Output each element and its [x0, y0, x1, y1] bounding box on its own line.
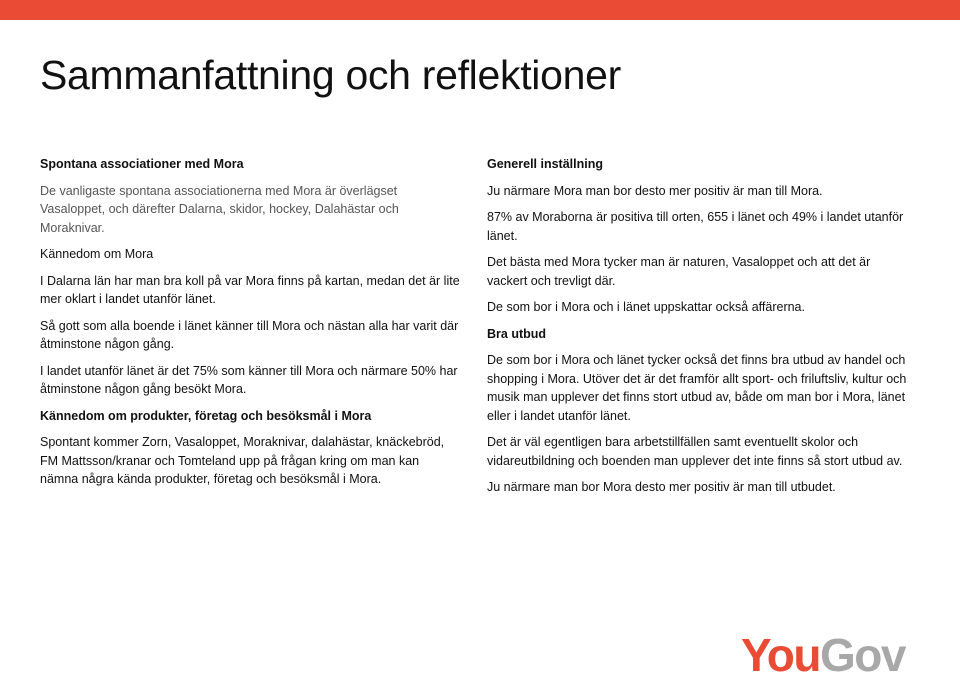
logo-gov: Gov — [819, 629, 905, 681]
section-heading-general-attitude: Generell inställning — [487, 157, 603, 171]
section-heading-good-offer: Bra utbud — [487, 326, 547, 341]
paragraph-county-residents: Så gott som alla boende i länet känner till Mora och nästan alla har varit där åtminstone någon gång. — [40, 318, 459, 351]
paragraph-best-things: Det bästa med Mora tycker man är naturen, Vasaloppet och att det är vackert och trevligt där. — [487, 255, 871, 288]
paragraph-offer: De som bor i Mora och länet tycker också det finns bra utbud av handel och shopping i Mora. Utöver det är det framför allt sport- och friluftsliv, kultur och musik man upplever det finns stort utbud av, både om man bor i Mora, länet eller i landet utanför länet. — [487, 353, 907, 423]
yougov-logo — [741, 629, 905, 681]
page-title: Sammanfattning och reflektioner — [40, 52, 621, 98]
right-column — [487, 155, 912, 505]
paragraph-outside-county: I landet utanför länet är det 75% som känner till Mora och närmare 50% har åtminstone någon gång besökt Mora. — [40, 363, 458, 396]
paragraph-jobs: Det är väl egentligen bara arbetstillfällen samt eventuellt skolor och vidareutbildning och boenden man upplever det inte finns så stort utbud av. — [487, 435, 903, 468]
paragraph-closer-positive: Ju närmare Mora man bor desto mer positiv är man till Mora. — [487, 183, 823, 198]
section-heading-awareness: Kännedom om Mora — [40, 247, 154, 261]
logo-you: You — [741, 629, 820, 681]
paragraph-products: Spontant kommer Zorn, Vasaloppet, Moraknivar, dalahästar, knäckebröd, FM Mattsson/kranar och Tomteland upp på frågan kring om man kan nämna några kända produkter, företag och besöksmål i Mora. — [40, 435, 445, 486]
left-column — [40, 155, 460, 497]
paragraph-percentages: 87% av Moraborna är positiva till orten, 655 i länet och 49% i landet utanför länet. — [487, 210, 904, 243]
section-heading-products: Kännedom om produkter, företag och besöksmål i Mora — [40, 408, 372, 423]
paragraph-offer-positive: Ju närmare man bor Mora desto mer positiv är man till utbudet. — [487, 480, 836, 494]
paragraph-shops: De som bor i Mora och i länet uppskattar också affärerna. — [487, 300, 805, 314]
top-accent-bar — [0, 0, 960, 20]
paragraph-map-awareness: I Dalarna län har man bra koll på var Mora finns på kartan, medan det är lite mer oklart i landet utanför länet. — [40, 273, 460, 306]
section-heading-associations: Spontana associationer med Mora — [40, 157, 244, 171]
paragraph-associations: De vanligaste spontana associationerna med Mora är överlägset Vasaloppet, och därefter Dalarna, skidor, hockey, Dalahästar och Moraknivar. — [40, 183, 399, 235]
